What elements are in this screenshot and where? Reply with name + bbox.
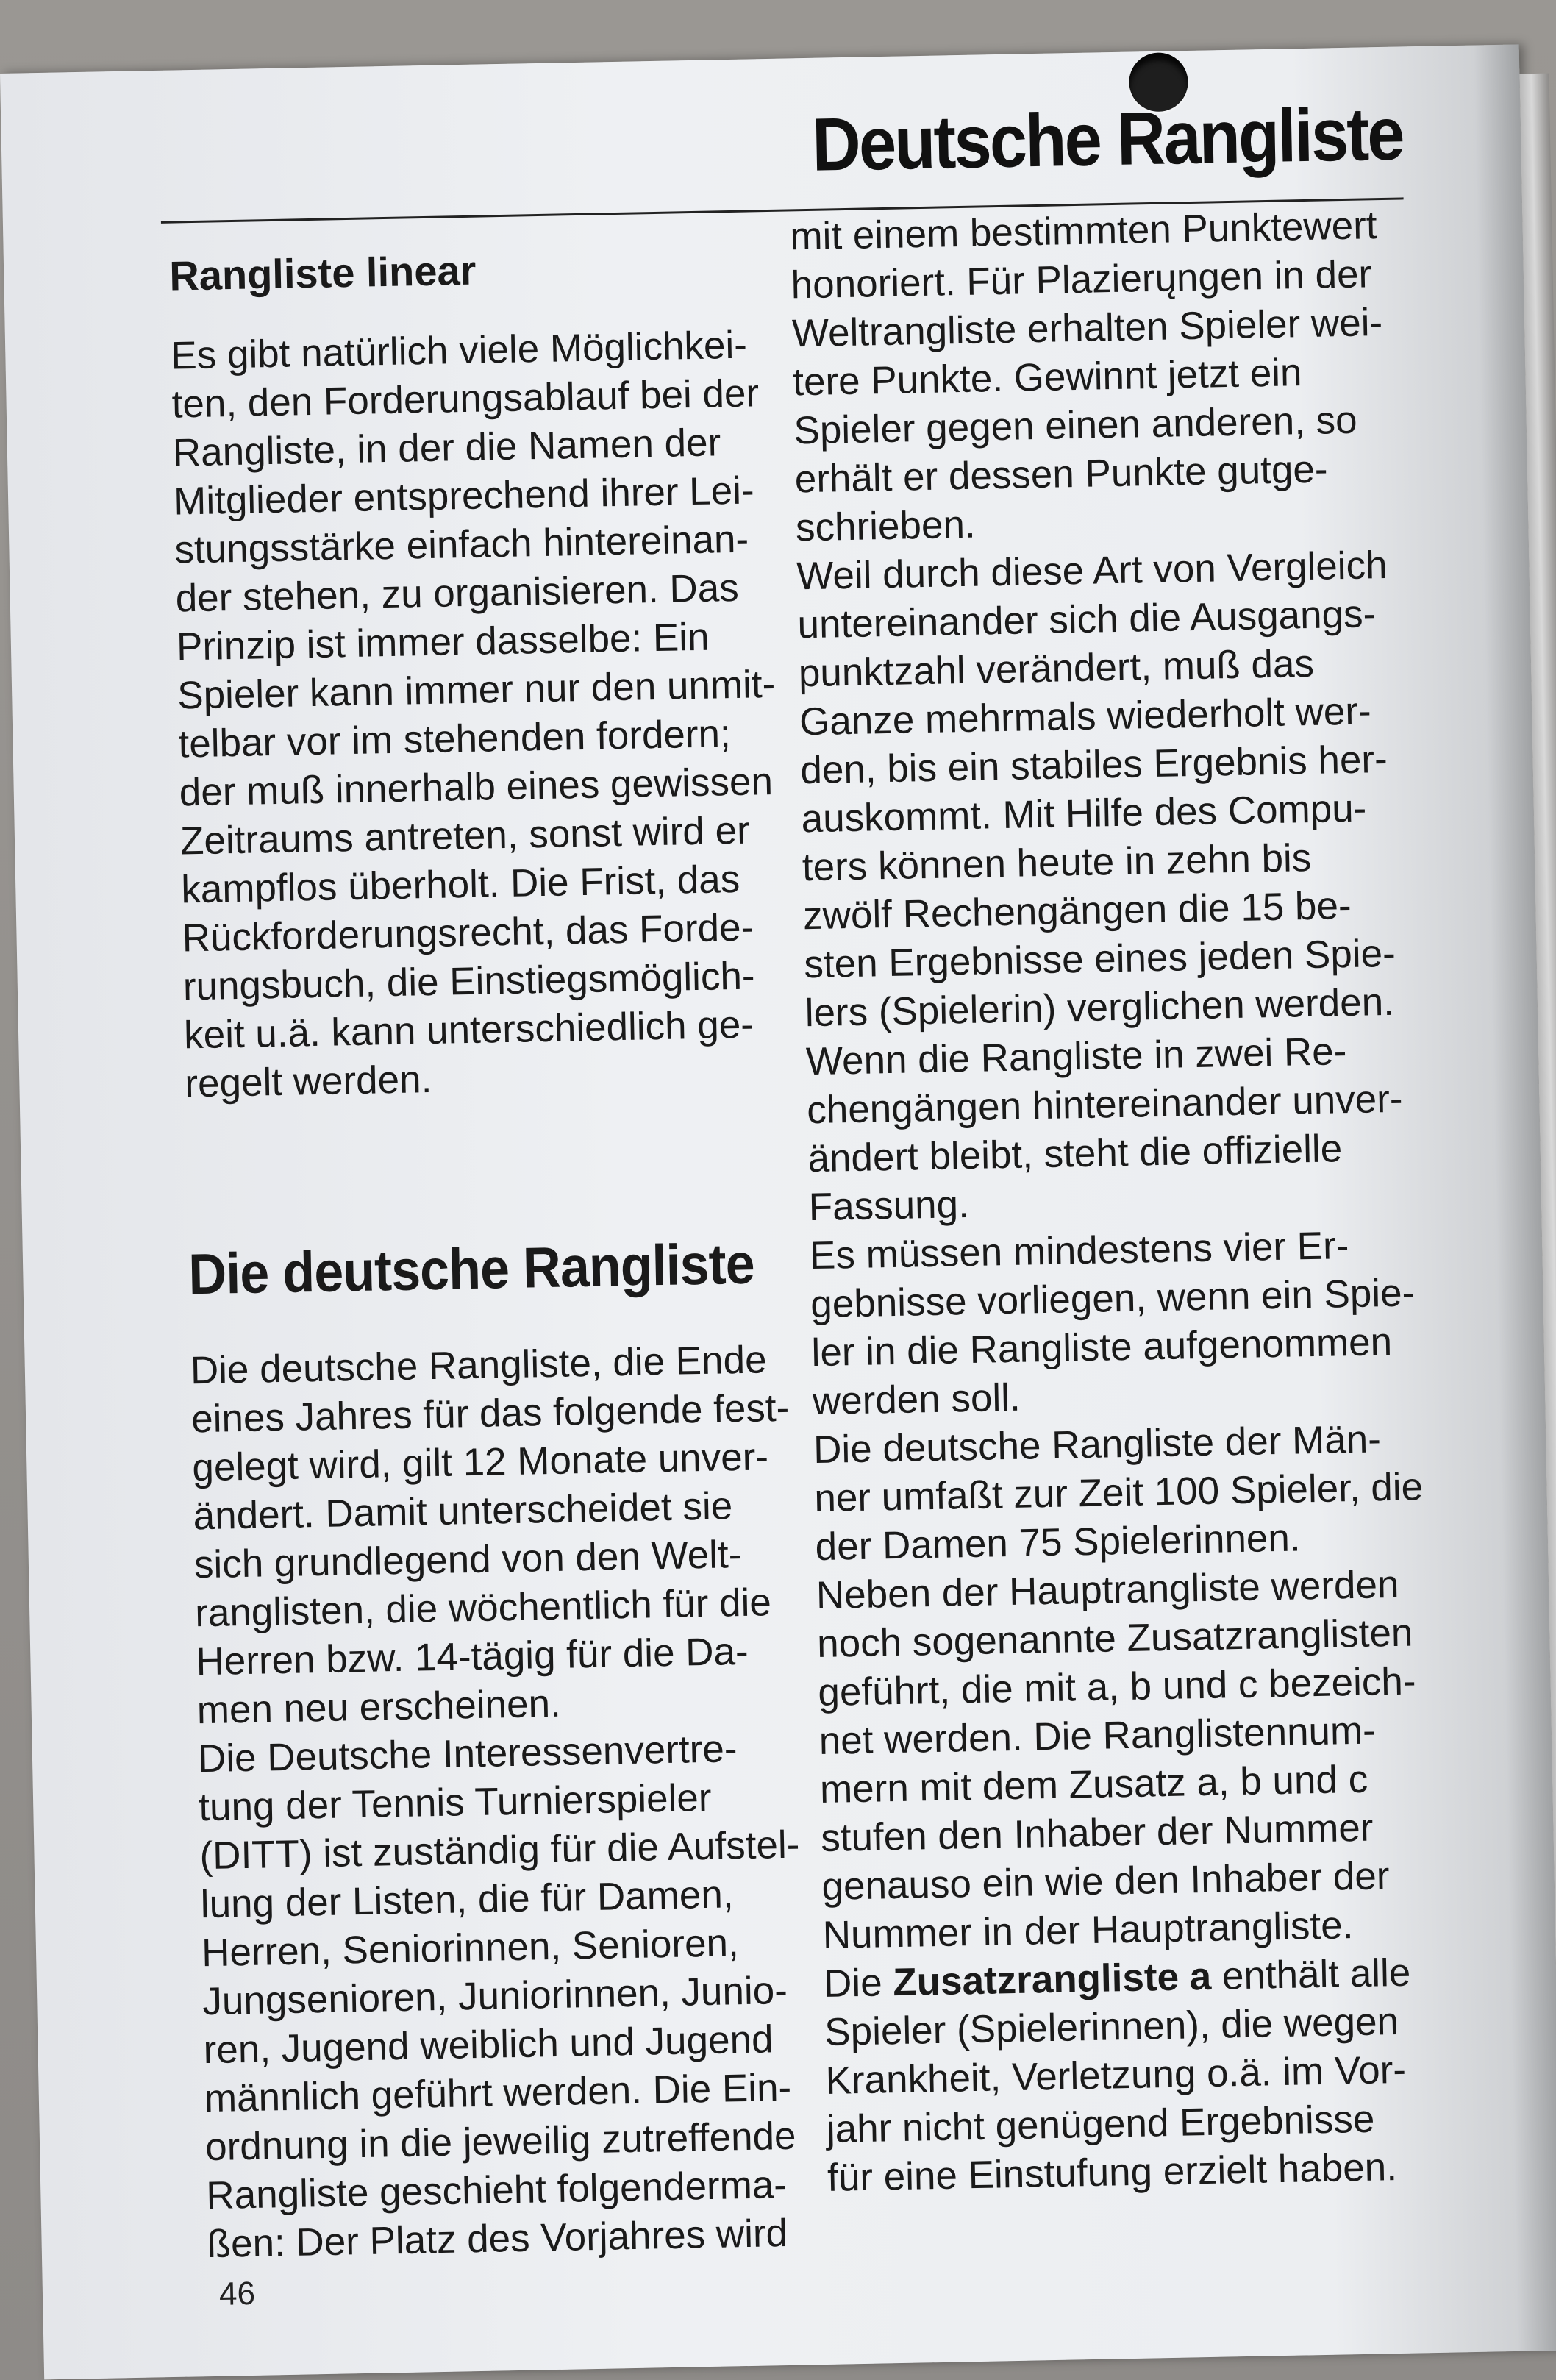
left-column [169, 235, 818, 2269]
right-column [790, 201, 1460, 2203]
paragraph: Die Deutsche Interessenvertre- tung der Tennis Turnierspieler (DITT) ist zuständig für die Aufstel- lung der Listen, die für Damen, Herren, Seniorinnen, Senioren, Jungsenioren, Juniorinnen, Junio- ren, Jugend weiblich und Jugend männlich geführt werden. Die Ein- ordnung in die jeweilig zutreffende Rangliste geschieht folgenderma- ßen: Der Platz des Vorjahres wird [197, 1727, 800, 2267]
section-heading-deutsche-rangliste: Die deutsche Rangliste [188, 1230, 755, 1307]
page-number: 46 [218, 2275, 256, 2312]
paragraph: Weil durch diese Art von Vergleich untereinander sich die Ausgangs- punktzahl verändert, muß das Ganze mehrmals wiederholt wer- den, bis ein stabiles Ergebnis her- auskommt. Mit Hilfe des Compu- ters können heute in zehn bis zwölf Rechengängen die 15 be- sten Ergebnisse eines jeden Spie- lers (Spielerin) verglichen werden. Wenn die Rangliste in zwei Re- chengängen hintereinander unver- ändert bleibt, steht die offizielle Fassung. [796, 543, 1404, 1230]
page-header-title: Deutsche Rangliste [811, 91, 1405, 187]
section-spacer [185, 1097, 798, 1241]
paragraph: Die deutsche Rangliste der Män- ner umfaßt zur Zeit 100 Spieler, die der Damen 75 Spielerinnen. [813, 1417, 1424, 1570]
paragraph: mit einem bestimmten Punktewert honoriert. Für Plazierųngen in der Weltrangliste erhalten Spieler wei- tere Punkte. Gewinnt jetzt ein Spieler gegen einen anderen, so erhält er dessen Punkte gutge- schrieben. [789, 204, 1383, 550]
book-page [0, 44, 1556, 2379]
section-heading-rangliste-linear: Rangliste linear [168, 246, 477, 299]
paragraph-prefix: Die [823, 1961, 893, 2006]
paragraph-zusatzrangliste [823, 1948, 1460, 2202]
paragraph: Neben der Hauptrangliste werden noch sogenannte Zusatzranglisten geführt, die mit a, b und c bezeich- net werden. Die Ranglistennum- mern mit dem Zusatz a, b und c stufen den Inhaber der Nummer genauso ein wie den Inhaber der Nummer in der Hauptrangliste. [816, 1562, 1417, 1957]
paragraph: Die deutsche Rangliste, die Ende eines Jahres für das folgende fest- gelegt wird, gilt 12 Monate unver- ändert. Damit unterscheidet sie sich grundlegend von den Welt- ranglisten, die wöchentlich für die Herren bzw. 14-tägig für die Da- men neu erscheinen. [190, 1338, 790, 1733]
paragraph-rest: enthält alle Spieler (Spielerinnen), die wegen Krankheit, Verletzung o.ä. im Vor- jahr nicht genügend Ergebnisse für eine Einstufung erzielt haben. [824, 1950, 1411, 2200]
paragraph: Es müssen mindestens vier Er- gebnisse vorliegen, wenn ein Spie- ler in die Rangliste aufgenommen werden soll. [809, 1224, 1416, 1424]
bold-term: Zusatzrangliste a [892, 1954, 1212, 2005]
page-edge [1519, 74, 1556, 2339]
paragraph: Es gibt natürlich viele Möglichkei- ten, den Forderungsablauf bei der Rangliste, in der die Namen der Mitglieder entsprechend ihrer Lei- stungsstärke einfach hintereinan- der stehen, zu organisieren. Das Prinzip ist immer dasselbe: Ein Spieler kann immer nur den unmit- telbar vor im stehenden fordern; der muß innerhalb eines gewissen Zeitraums antreten, sonst wird er kampflos überholt. Die Frist, das Rückforderungsrecht, das Forde- rungsbuch, die Einstiegsmöglich- keit u.ä. kann unterschiedlich ge- regelt werden. [170, 323, 776, 1106]
